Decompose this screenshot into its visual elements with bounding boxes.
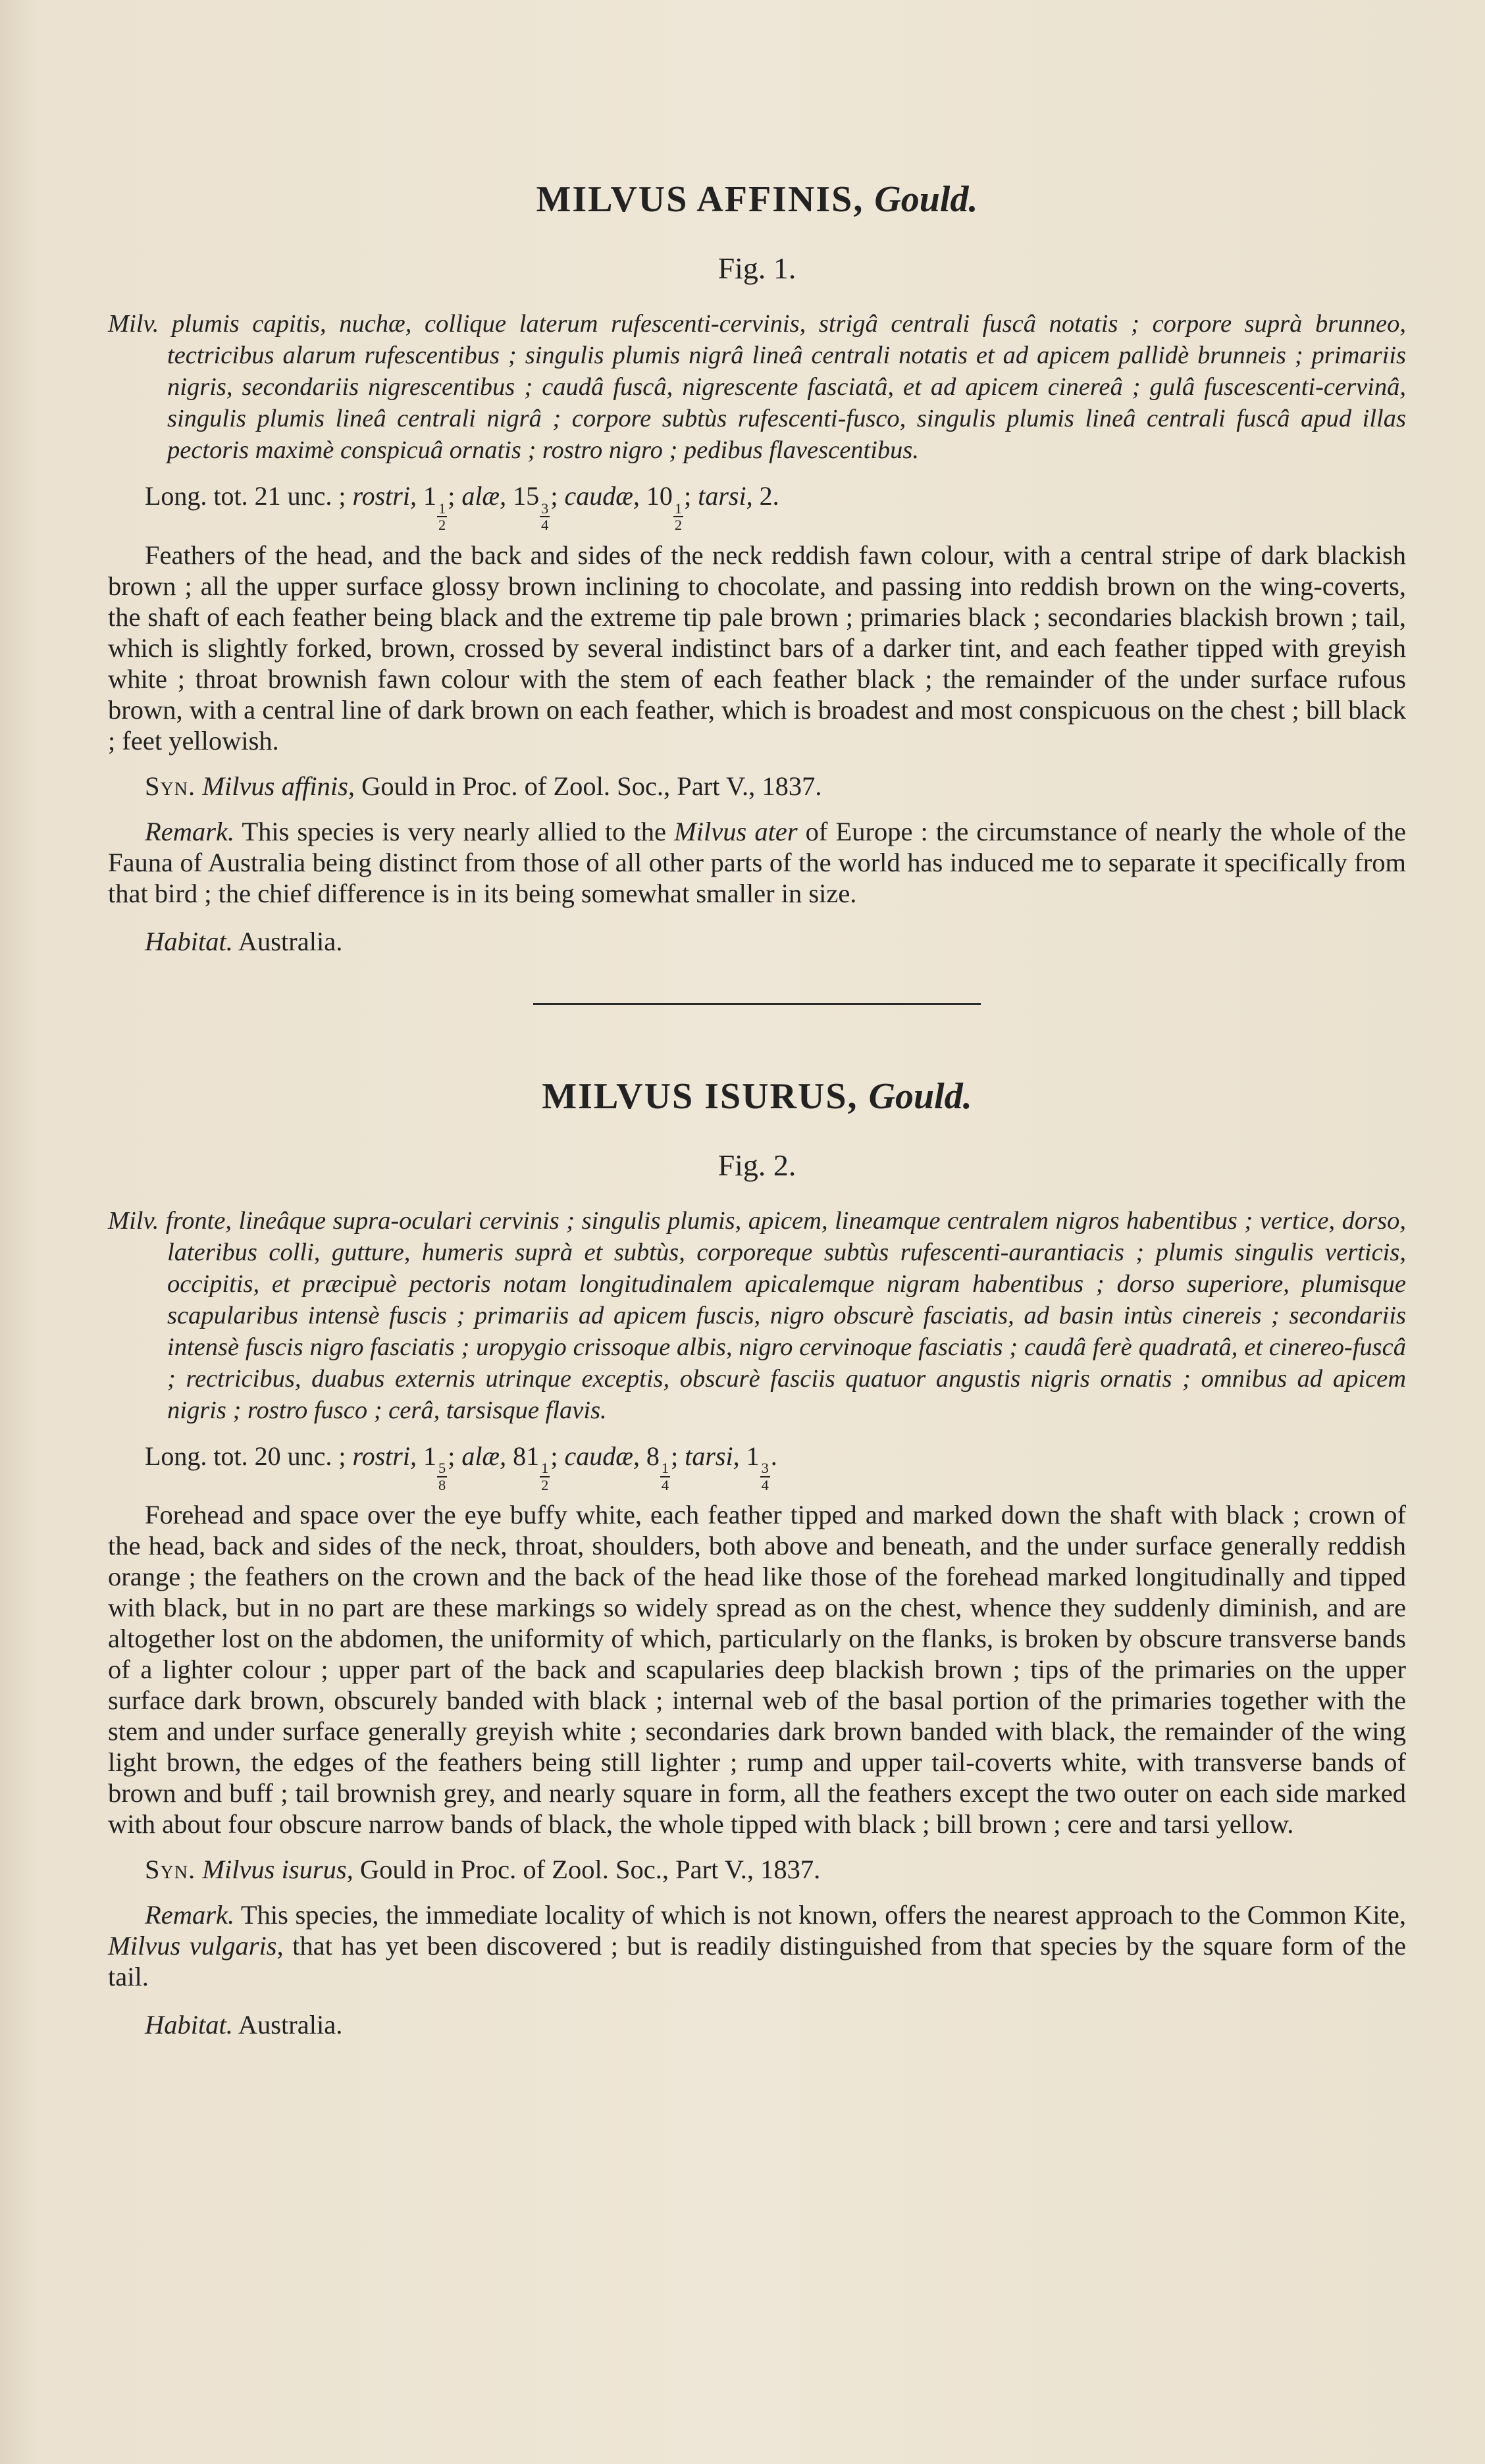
- fraction: $\frac{3}{4}$: [541, 500, 549, 534]
- figure-label: Fig. 1.: [717, 251, 796, 286]
- synonymy: Syn. Milvus affinis, Gould in Proc. of Zool. Soc., Part V., 1837.: [145, 771, 822, 801]
- measurements: Long. tot. 20 unc. ; rostri, 1 $\frac{5}{8}$ ; alæ, 81 $\frac{1}{2}$ ; caudæ, 8 $\frac{1}{4}$ ; tarsi, 1 $\frac{3}{4}$ .: [145, 1441, 777, 1493]
- species-name: MILVUS AFFINIS,: [536, 179, 864, 220]
- species-title: [108, 178, 1406, 222]
- fraction: $\frac{1}{4}$: [661, 1460, 669, 1493]
- species-author: Gould.: [874, 179, 978, 220]
- species-title: [108, 1075, 1406, 1119]
- latin-description: Milv. fronte, lineâque supra-oculari cervinis ; singulis plumis, apicem, lineamque centralem nigros habentibus ; vertice, dorso, lateribus colli, gutture, humeris suprà et subtùs, corporeque subtùs rufescenti-aurantiacis ; plumis singulis verticis, occipitis, et præcipuè pectoris notam longitudinalem apicalemque nigram habentibus ; dorso superiore, plumisque scapularibus intensè fuscis ; primariis ad apicem fuscis, nigro obscurè fasciatis, ad basin intùs cinereis ; secondariis intensè fuscis nigro fasciatis ; uropygio crissoque albis, nigro cervinoque fasciatis ; caudâ ferè quadratâ, et cinereo-fuscâ ; rectricibus, duabus externis utrinque exceptis, obscurè fasciis quatuor angustis nigris ornatis ; omnibus ad apicem nigris ; rostro fusco ; cerâ, tarsisque flavis.: [108, 1206, 1406, 1424]
- species-author: Gould.: [868, 1075, 972, 1117]
- section-divider: [533, 1003, 981, 1005]
- fraction: $\frac{5}{8}$: [438, 1460, 446, 1493]
- remark: Remark. This species, the immediate locality of which is not known, offers the nearest approach to the Common Kite, Milvus vulgaris, that has yet been discovered ; but is readily distinguished from that species by the square form of the tail.: [108, 1900, 1406, 1992]
- synonymy: Syn. Milvus isurus, Gould in Proc. of Zool. Soc., Part V., 1837.: [145, 1855, 821, 1885]
- measurements: Long. tot. 21 unc. ; rostri, 1 $\frac{1}{2}$ ; alæ, 15 $\frac{3}{4}$ ; caudæ, 10 $\frac{1}{2}$ ; tarsi, 2.: [145, 481, 779, 534]
- species-entry-milvus-affinis: [108, 178, 1406, 957]
- habitat: Habitat. Australia.: [145, 2010, 343, 2040]
- species-name: MILVUS ISURUS,: [542, 1075, 858, 1117]
- fraction: $\frac{1}{2}$: [541, 1460, 549, 1493]
- fraction: $\frac{1}{2}$: [438, 500, 446, 534]
- english-description: Feathers of the head, and the back and sides of the neck reddish fawn colour, with a central stripe of dark blackish brown ; all the upper surface glossy brown inclining to chocolate, and passing into reddish brown on the wing-coverts, the shaft of each feather being black and the extreme tip pale brown ; primaries black ; secondaries blackish brown ; tail, which is slightly forked, brown, crossed by several indistinct bars of a darker tint, and each feather tipped with greyish white ; throat brownish fawn colour with the stem of each feather black ; the remainder of the under surface rufous brown, with a central line of dark brown on each feather, which is broadest and most conspicuous on the chest ; bill black ; feet yellowish.: [108, 540, 1406, 756]
- figure-label: Fig. 2.: [717, 1148, 796, 1182]
- habitat: Habitat. Australia.: [145, 926, 343, 956]
- latin-description: Milv. plumis capitis, nuchæ, collique laterum rufescenti-cervinis, strigâ centrali fuscâ notatis ; corpore suprà brunneo, tectricibus alarum rufescentibus ; singulis plumis nigrâ lineâ centrali notatis et ad apicem pallidè brunneis ; primariis nigris, secondariis nigrescentibus ; caudâ fuscâ, nigrescente fasciatâ, et ad apicem cinereâ ; gulâ fuscescenti-cervinâ, singulis plumis lineâ centrali nigrâ ; corpore subtùs rufescenti-fusco, singulis plumis lineâ centrali fuscâ apud illas pectoris maximè conspicuâ ornatis ; rostro nigro ; pedibus flavescentibus.: [108, 310, 1406, 465]
- species-entry-milvus-isurus: [108, 1075, 1406, 2041]
- fraction: $\frac{3}{4}$: [761, 1460, 769, 1493]
- fraction: $\frac{1}{2}$: [674, 500, 683, 534]
- remark: Remark. This species is very nearly allied to the Milvus ater of Europe : the circumstance of nearly the whole of the Fauna of Australia being distinct from those of all other parts of the world has induced me to separate it specifically from that bird ; the chief difference is in its being somewhat smaller in size.: [108, 816, 1407, 908]
- english-description: Forehead and space over the eye buffy white, each feather tipped and marked down the shaft with black ; crown of the head, back and sides of the neck, throat, shoulders, both above and beneath, and the under surface generally reddish orange ; the feathers on the crown and the back of the head like those of the forehead marked longitudinally and tipped with black, but in no part are these markings so widely spread as on the chest, whence they suddenly diminish, and are altogether lost on the abdomen, the uniformity of which, particularly on the flanks, is broken by obscure transverse bands of a lighter colour ; upper part of the back and scapularies deep blackish brown ; tips of the primaries on the upper surface dark brown, obscurely banded with black ; internal web of the basal portion of the primaries together with the stem and under surface generally greyish white ; secondaries dark brown banded with black, the remainder of the wing light brown, the edges of the feathers being still lighter ; rump and upper tail-coverts white, with transverse bands of brown and buff ; tail brownish grey, and nearly square in form, all the feathers except the two outer on each side marked with about four obscure narrow bands of black, the whole tipped with black ; bill brown ; cere and tarsi yellow.: [108, 1500, 1406, 1839]
